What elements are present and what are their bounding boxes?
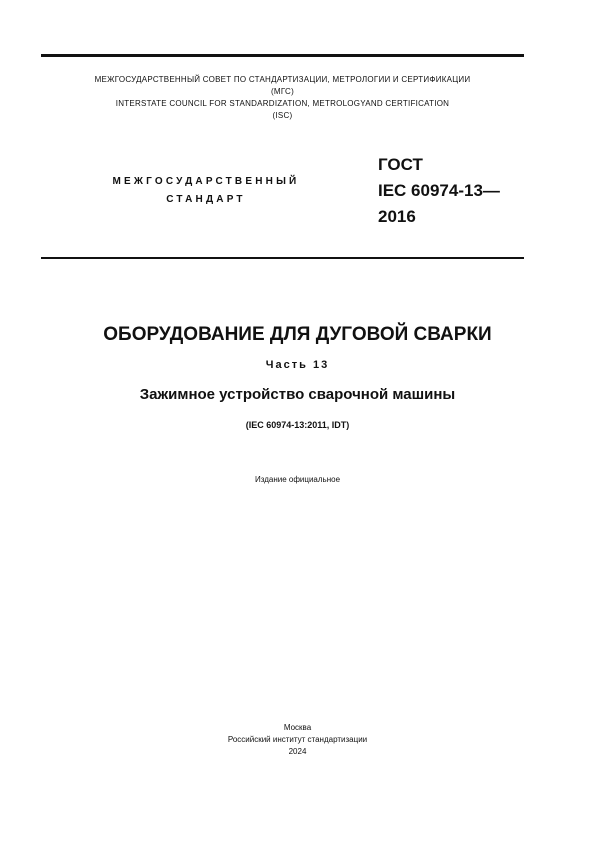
standard-type [86, 173, 326, 209]
council-name-ru: МЕЖГОСУДАРСТВЕННЫЙ СОВЕТ ПО СТАНДАРТИЗАЦИИ, МЕТРОЛОГИИ И СЕРТИФИКАЦИИ [94, 75, 471, 84]
publication-year: 2024 [288, 747, 307, 756]
document-subtitle: Зажимное устройство сварочной машины [139, 386, 456, 403]
middle-rule [41, 257, 524, 259]
publisher-block [41, 722, 554, 758]
publisher-city: Москва [283, 723, 312, 732]
council-abbr-ru: (МГС) [271, 87, 294, 96]
designation-line3: 2016 [378, 207, 416, 226]
council-name-en: INTERSTATE COUNCIL FOR STANDARDIZATION, METROLOGYAND CERTIFICATION [115, 99, 450, 108]
standard-type-line1: МЕЖГОСУДАРСТВЕННЫЙ [112, 176, 300, 187]
standard-designation [378, 152, 500, 230]
iec-reference: (IEC 60974-13:2011, IDT) [245, 420, 350, 430]
edition-note: Издание официальное [254, 475, 341, 484]
top-rule [41, 54, 524, 57]
standard-type-line2: СТАНДАРТ [166, 194, 246, 205]
council-header [41, 74, 524, 122]
document-title: ОБОРУДОВАНИЕ ДЛЯ ДУГОВОЙ СВАРКИ [103, 324, 492, 345]
designation-line1: ГОСТ [378, 155, 423, 174]
part-number: Часть 13 [265, 359, 330, 371]
council-abbr-en: (ISC) [272, 111, 293, 120]
designation-line2: IEC 60974-13— [378, 181, 500, 200]
publisher-name: Российский институт стандартизации [227, 735, 368, 744]
